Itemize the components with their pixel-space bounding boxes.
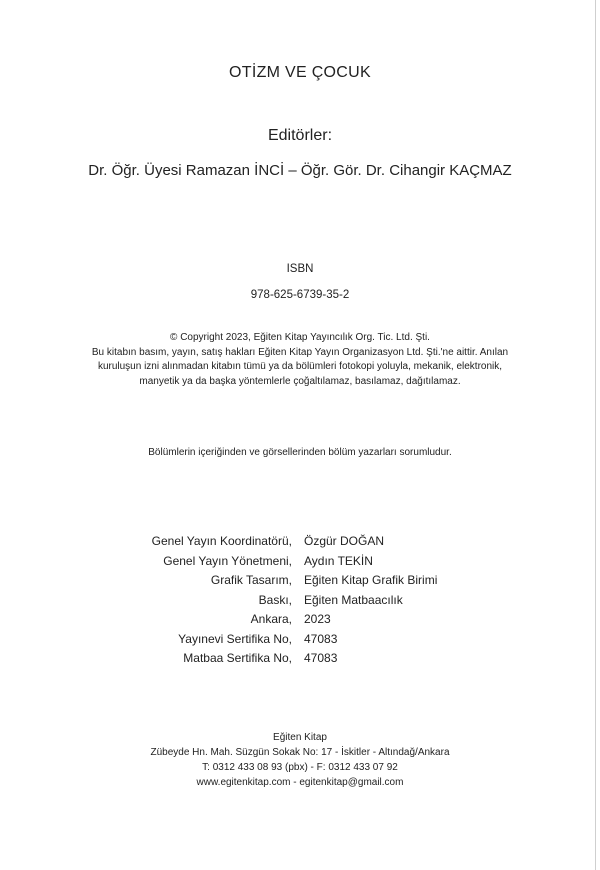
copyright-notice [0,331,600,389]
publisher-name: Eğiten Kitap [273,732,327,743]
credit-row [0,593,600,613]
credit-row [0,573,600,593]
credit-value: Eğiten Kitap Grafik Birimi [304,573,438,587]
credit-row [0,554,600,574]
copyright-line: © Copyright 2023, Eğiten Kitap Yayıncılık Org. Tic. Ltd. Şti. [170,332,430,343]
credit-row [0,651,600,671]
responsibility-note: Bölümlerin içeriğinden ve görsellerinden bölüm yazarları sorumludur. [148,447,452,458]
editors-label: Editörler: [267,127,333,144]
copyright-line: Bu kitabın basım, yayın, satış hakları Eğiten Kitap Yayın Organizasyon Ltd. Şti.'ne aittir. Anılan [91,346,509,358]
copyright-line: kuruluşun izni alınmadan kitabın tümü ya da bölümleri fotokopi yoluyla, mekanik, elektronik, [97,361,503,372]
editors-names: Dr. Öğr. Üyesi Ramazan İNCİ – Öğr. Gör. Dr. Cihangir KAÇMAZ [88,162,512,179]
credit-value: Özgür DOĞAN [304,534,385,548]
credit-row [0,534,600,554]
credit-value: Eğiten Matbaacılık [304,592,403,607]
publisher-address: Zübeyde Hn. Mah. Süzgün Sokak No: 17 - İskitler - Altındağ/Ankara [150,747,450,758]
credit-label: Yayınevi Sertifika No, [178,631,292,646]
credit-row [0,632,600,652]
isbn-value: 978-625-6739-35-2 [250,289,350,301]
publisher-phone: T: 0312 433 08 93 (pbx) - F: 0312 433 07 92 [202,762,398,773]
publisher-web: www.egitenkitap.com - egitenkitap@gmail.com [196,777,404,788]
credits-list [0,534,600,671]
isbn-label: ISBN [286,263,314,275]
credit-value: 47083 [304,651,338,665]
book-title: OTİZM VE ÇOCUK [229,64,371,81]
credit-label: Grafik Tasarım, [210,573,292,587]
credit-value: 2023 [304,612,331,626]
copyright-line: manyetik ya da başka yöntemlerle çoğaltılamaz, basılamaz, dağıtılamaz. [139,375,461,387]
credit-label: Baskı, [258,592,292,607]
credit-label: Genel Yayın Koordinatörü, [151,534,292,548]
credit-value: Aydın TEKİN [304,553,373,568]
publisher-footer [0,730,600,790]
credit-label: Ankara, [250,612,292,626]
credit-value: 47083 [304,631,338,646]
credit-label: Matbaa Sertifika No, [183,651,292,665]
credit-row [0,612,600,632]
credit-label: Genel Yayın Yönetmeni, [163,553,292,568]
